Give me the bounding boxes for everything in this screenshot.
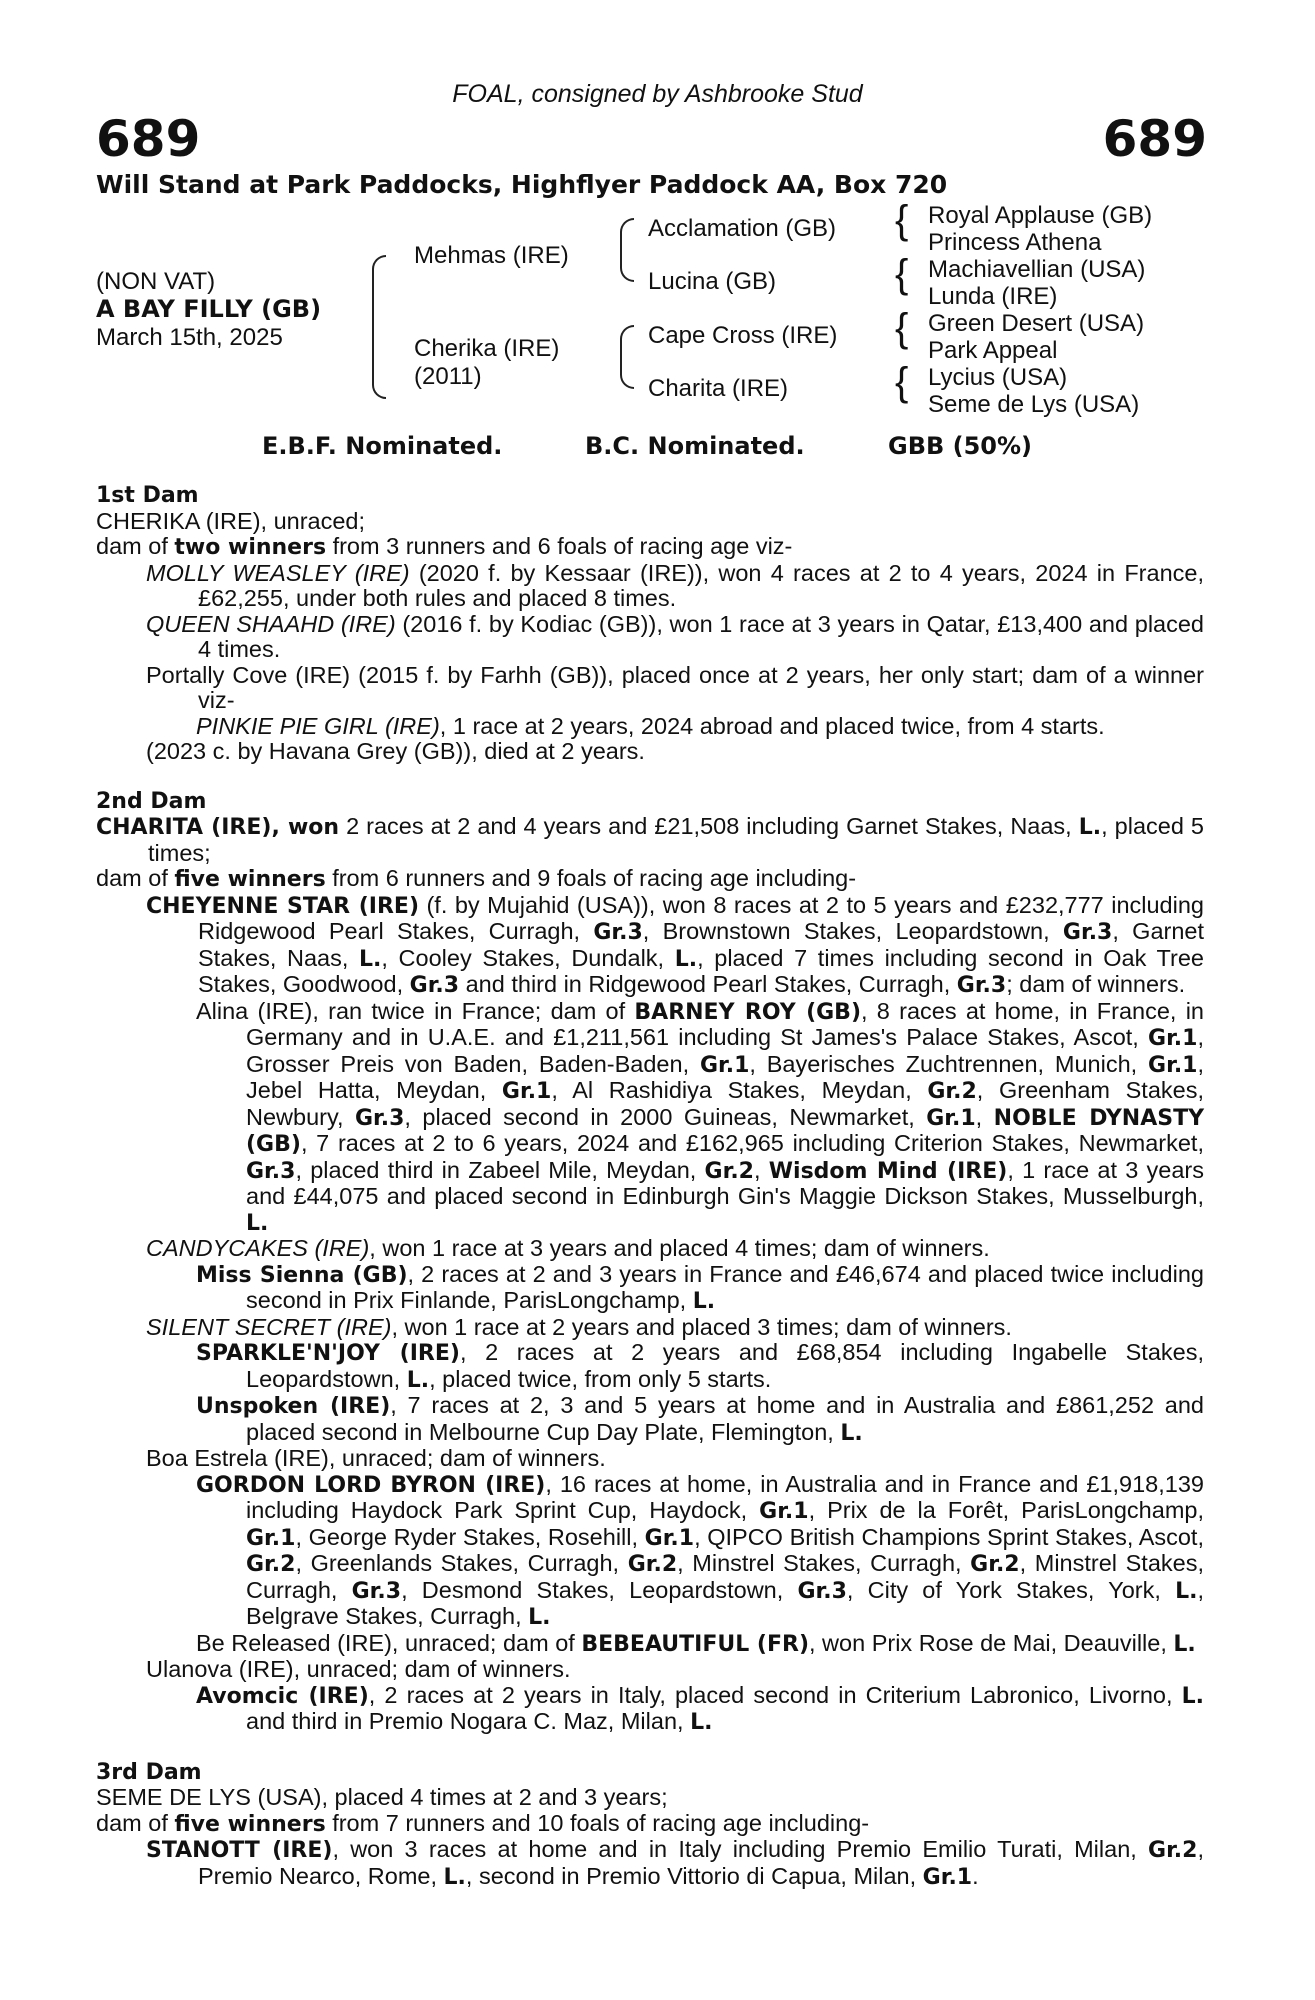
- dam-sire-dam: Park Appeal: [928, 337, 1058, 364]
- brace-2: {: [895, 252, 909, 296]
- sire-sire-sire: Royal Applause (GB): [928, 202, 1153, 229]
- first-dam-heading: 1st Dam: [96, 483, 199, 508]
- produce-miss-sienna: Miss Sienna (GB), 2 races at 2 and 3 years in France and £46,674 and placed twice including second in Prix Finlande, ParisLongchamp, L.: [196, 1260, 1204, 1314]
- sire-dam-dam: Lunda (IRE): [928, 283, 1058, 310]
- produce-silent-secret: SILENT SECRET (IRE), won 1 race at 2 years and placed 3 times; dam of winners.: [146, 1313, 1012, 1340]
- produce-ulanova: Ulanova (IRE), unraced; dam of winners.: [146, 1656, 571, 1682]
- produce-queen-shaahd: QUEEN SHAAHD (IRE) (2016 f. by Kodiac (GB)), won 1 race at 3 years in Qatar, £13,400 and placed 4 times.: [146, 610, 1204, 662]
- lot-name: A BAY FILLY (GB): [96, 295, 322, 323]
- produce-candycakes: CANDYCAKES (IRE), won 1 race at 3 years and placed 4 times; dam of winners.: [146, 1235, 990, 1261]
- stand-location: Will Stand at Park Paddocks, Highflyer Paddock AA, Box 720: [96, 170, 948, 199]
- produce-avomcic: Avomcic (IRE), 2 races at 2 years in Italy, placed second in Criterium Labronico, Livorno, L. and third in Premio Nogara C. Maz, Milan, L.: [196, 1681, 1204, 1735]
- brace-3: {: [895, 306, 909, 350]
- sire-sire: Acclamation (GB): [648, 215, 837, 242]
- produce-cheyenne-star: CHEYENNE STAR (IRE) (f. by Mujahid (USA)), won 8 races at 2 to 5 years and £232,777 including Ridgewood Pearl Stakes, Curragh, Gr.3, Brownstown Stakes, Leopardstown, Gr.3, Garnet Stakes, Naas, L., Cooley Stakes, Dundalk, L., placed 7 times including second in Oak Tree Stakes, Goodwood, Gr.3 and third in Ridgewood Pearl Stakes, Curragh, Gr.3; dam of winners.: [146, 891, 1205, 998]
- produce-be-released: Be Released (IRE), unraced; dam of BEBEAUTIFUL (FR), won Prix Rose de Mai, Deauville, L.: [196, 1629, 1196, 1657]
- produce-portally-cove: Portally Cove (IRE) (2015 f. by Farhh (GB)), placed once at 2 years, her only start; dam of a winner viz-: [146, 661, 1204, 713]
- sire-dam-sire: Machiavellian (USA): [928, 256, 1146, 283]
- vat-status: (NON VAT): [96, 268, 216, 295]
- bracket-dam: [620, 325, 634, 389]
- consignor-line: FOAL, consigned by Ashbrooke Stud: [452, 80, 863, 108]
- catalogue-body: [96, 483, 1204, 1890]
- bracket-sire: [620, 218, 634, 282]
- second-dam-section: [96, 789, 1204, 1736]
- produce-stanott: STANOTT (IRE), won 3 races at home and in Italy including Premio Emilio Turati, Milan, Gr.2, Premio Nearco, Rome, L., second in Premio Vittorio di Capua, Milan, Gr.1.: [146, 1836, 1204, 1890]
- third-dam-heading: 3rd Dam: [96, 1759, 202, 1785]
- foaling-date: March 15th, 2025: [96, 324, 283, 351]
- produce-gordon-lord-byron: GORDON LORD BYRON (IRE), 16 races at home, in Australia and in France and £1,918,139 including Haydock Park Sprint Cup, Haydock, Gr.1, Prix de la Forêt, ParisLongchamp, Gr.1, George Ryder Stakes, Rosehill, Gr.1, QIPCO British Champions Sprint Stakes, Ascot, Gr.2, Greenlands Stakes, Curragh, Gr.2, Minstrel Stakes, Curragh, Gr.2, Minstrel Stakes, Curragh, Gr.3, Desmond Stakes, Leopardstown, Gr.3, City of York Stakes, York, L., Belgrave Stakes, Curragh, L.: [196, 1470, 1204, 1630]
- first-dam-line: CHERIKA (IRE), unraced;: [96, 507, 366, 534]
- first-dam-section: [96, 483, 1204, 765]
- second-dam-heading: 2nd Dam: [96, 788, 207, 814]
- first-dam-produce: dam of two winners from 3 runners and 6 foals of racing age viz-: [96, 533, 793, 560]
- brace-1: {: [895, 198, 909, 242]
- produce-2023-colt: (2023 c. by Havana Grey (GB)), died at 2 years.: [146, 738, 645, 764]
- dam: Cherika (IRE): [414, 335, 560, 362]
- second-dam-produce: dam of five winners from 6 runners and 9 foals of racing age including-: [96, 865, 857, 892]
- sire-dam: Lucina (GB): [648, 268, 777, 295]
- dam-dam: Charita (IRE): [648, 375, 789, 402]
- produce-sparkle-n-joy: SPARKLE'N'JOY (IRE), 2 races at 2 years and £68,854 including Ingabelle Stakes, Leopardstown, L., placed twice, from only 5 starts.: [196, 1339, 1204, 1393]
- dam-dam-dam: Seme de Lys (USA): [928, 391, 1140, 418]
- bracket-main: [372, 255, 386, 399]
- ebf-nomination: E.B.F. Nominated.: [262, 432, 503, 460]
- brace-4: {: [895, 360, 909, 404]
- third-dam-produce: dam of five winners from 7 runners and 10 foals of racing age including-: [96, 1809, 870, 1837]
- third-dam-section: [96, 1760, 1204, 1891]
- produce-pinkie-pie-girl: PINKIE PIE GIRL (IRE), 1 race at 2 years, 2024 abroad and placed twice, from 4 starts.: [196, 712, 1105, 739]
- gbb-status: GBB (50%): [888, 432, 1033, 460]
- produce-molly-weasley: MOLLY WEASLEY (IRE) (2020 f. by Kessaar (IRE)), won 4 races at 2 to 4 years, 2024 in France, £62,255, under both rules and placed 8 times.: [146, 559, 1204, 611]
- produce-boa-estrela: Boa Estrela (IRE), unraced; dam of winners.: [146, 1445, 606, 1471]
- dam-dam-sire: Lycius (USA): [928, 364, 1068, 391]
- dam-sire-sire: Green Desert (USA): [928, 310, 1145, 337]
- third-dam-line: SEME DE LYS (USA), placed 4 times at 2 and 3 years;: [96, 1784, 668, 1810]
- lot-number-left: 689: [96, 110, 201, 168]
- sire: Mehmas (IRE): [414, 242, 569, 269]
- lot-number-right: 689: [1102, 110, 1207, 168]
- sire-sire-dam: Princess Athena: [928, 229, 1102, 256]
- bc-nomination: B.C. Nominated.: [585, 432, 805, 460]
- produce-unspoken: Unspoken (IRE), 7 races at 2, 3 and 5 years at home and in Australia and £861,252 and placed second in Melbourne Cup Day Plate, Flemington, L.: [196, 1392, 1204, 1446]
- dam-year: (2011): [414, 363, 482, 390]
- produce-alina: Alina (IRE), ran twice in France; dam of BARNEY ROY (GB), 8 races at home, in France, in Germany and in U.A.E. and £1,211,561 including St James's Palace Stakes, Ascot, Gr.1, Grosser Preis von Baden, Baden-Baden, Gr.1, Bayerisches Zuchtrennen, Munich, Gr.1, Jebel Hatta, Meydan, Gr.1, Al Rashidiya Stakes, Meydan, Gr.2, Greenham Stakes, Newbury, Gr.3, placed second in 2000 Guineas, Newmarket, Gr.1, NOBLE DYNASTY (GB), 7 races at 2 to 6 years, 2024 and £162,965 including Criterion Stakes, Newmarket, Gr.3, placed third in Zabeel Mile, Meydan, Gr.2, Wisdom Mind (IRE), 1 race at 3 years and £44,075 and placed second in Edinburgh Gin's Maggie Dickson Stakes, Musselburgh, L.: [196, 997, 1205, 1236]
- dam-sire: Cape Cross (IRE): [648, 322, 838, 349]
- second-dam-line: CHARITA (IRE), won 2 races at 2 and 4 years and £21,508 including Garnet Stakes, Naas, L., placed 5 times;: [96, 813, 1205, 866]
